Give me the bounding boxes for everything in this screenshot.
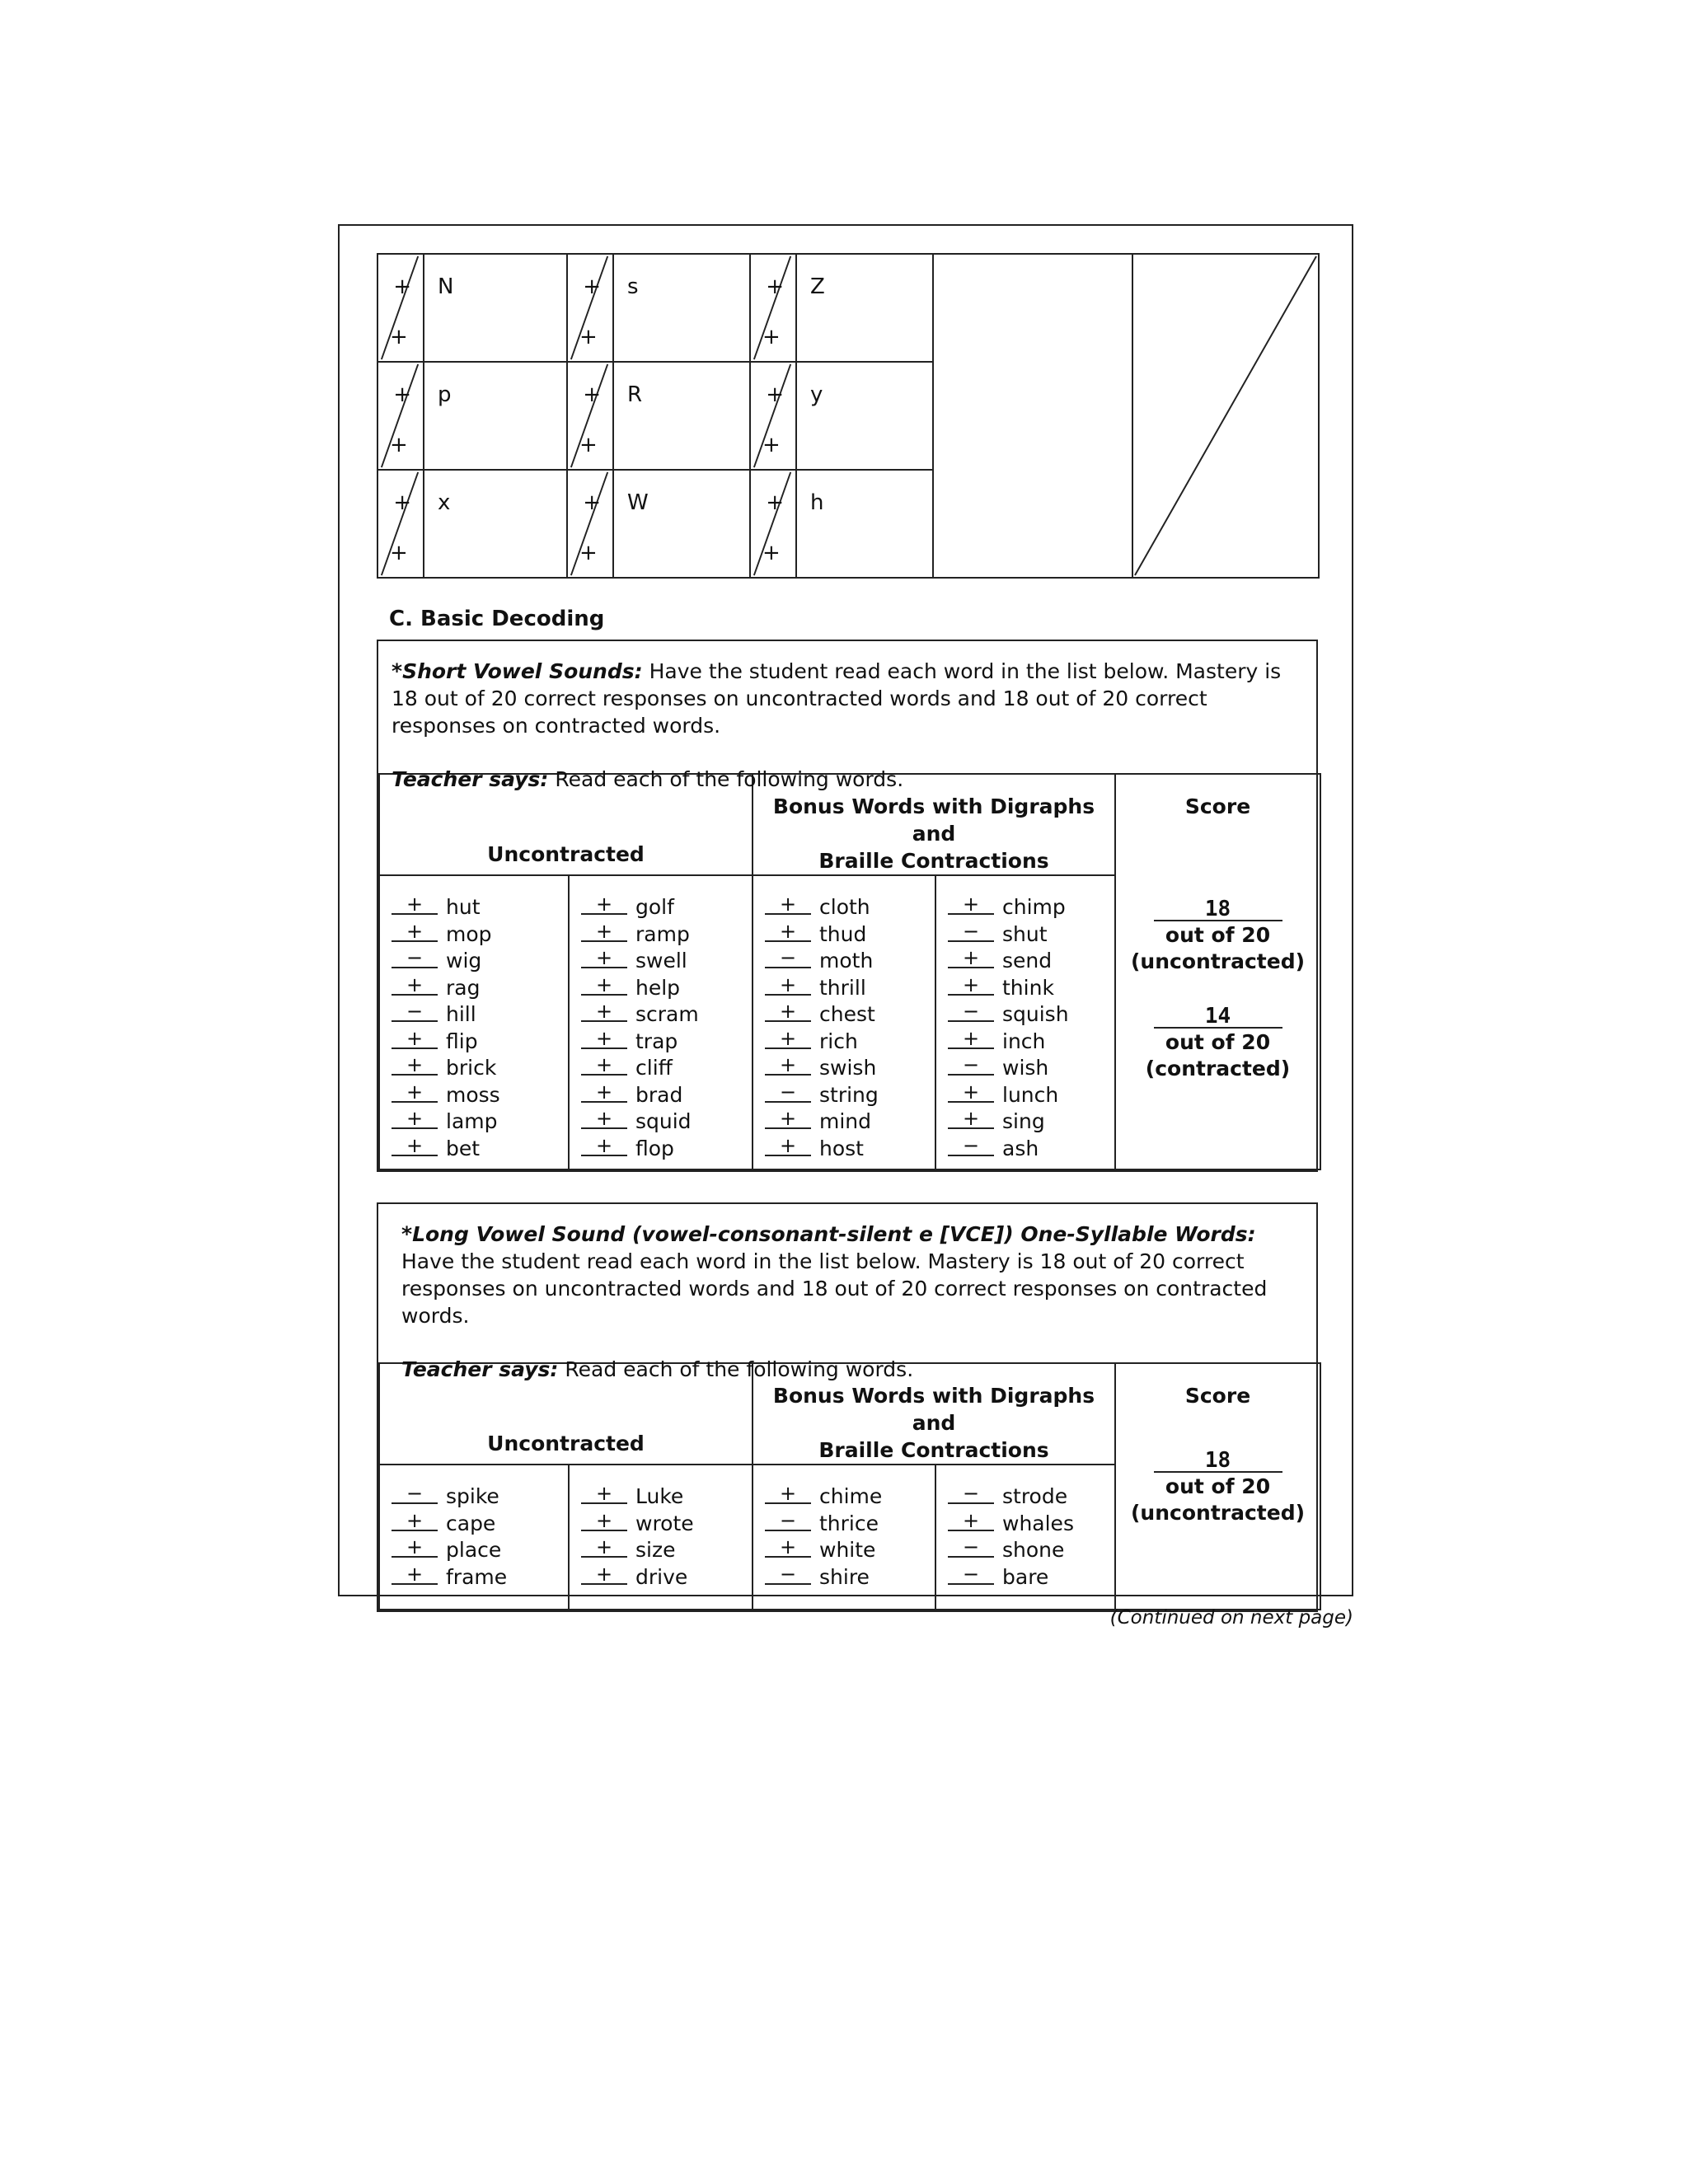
list-item bbox=[581, 921, 752, 949]
list-item bbox=[392, 1508, 568, 1538]
list-item bbox=[765, 948, 935, 975]
mark-top: + bbox=[583, 382, 601, 407]
list-item bbox=[392, 921, 568, 949]
response-mark: + bbox=[765, 1538, 811, 1558]
short-vowel-score bbox=[1116, 896, 1320, 1082]
word-column bbox=[753, 1465, 935, 1610]
grid-letter-cell bbox=[613, 254, 750, 362]
long-vowel-table bbox=[378, 1362, 1321, 1610]
word: cliff bbox=[635, 1056, 673, 1080]
list-item bbox=[392, 1082, 568, 1109]
response-mark: − bbox=[765, 1565, 811, 1585]
response-mark: + bbox=[948, 949, 994, 968]
list-item bbox=[581, 1082, 752, 1109]
list-item bbox=[581, 1055, 752, 1082]
word: hill bbox=[446, 1002, 476, 1026]
section-title: C. Basic Decoding bbox=[389, 607, 605, 631]
letter-grid bbox=[377, 253, 1320, 579]
response-mark: − bbox=[392, 1484, 438, 1504]
list-item bbox=[948, 1108, 1114, 1136]
response-mark: + bbox=[581, 1137, 627, 1156]
score-uncontracted-value: 18 bbox=[1154, 898, 1282, 921]
grid-mark-cell bbox=[567, 362, 613, 470]
response-mark: + bbox=[581, 1083, 627, 1103]
list-item bbox=[581, 1108, 752, 1136]
word: mind bbox=[819, 1109, 872, 1133]
word: size bbox=[635, 1538, 676, 1562]
response-mark: + bbox=[392, 1029, 438, 1049]
mark-bottom: + bbox=[579, 541, 598, 565]
word: golf bbox=[635, 895, 674, 919]
short-vowel-label: *Short Vowel Sounds: bbox=[392, 659, 643, 683]
word: mop bbox=[446, 921, 492, 946]
long-vowel-label: *Long Vowel Sound (vowel-consonant-silent e [VCE]) One-Syllable Words: bbox=[401, 1222, 1256, 1246]
word: wrote bbox=[635, 1511, 694, 1535]
grid-letter-cell bbox=[424, 470, 567, 578]
response-mark: + bbox=[765, 1056, 811, 1076]
list-item bbox=[392, 1026, 568, 1056]
list-item bbox=[765, 1055, 935, 1082]
word: chest bbox=[819, 1002, 875, 1026]
score-contracted-label: (contracted) bbox=[1145, 1057, 1291, 1080]
score-uncontracted-value: 18 bbox=[1154, 1450, 1282, 1473]
word: frame bbox=[446, 1564, 508, 1589]
word: spike bbox=[446, 1484, 499, 1508]
grid-letter: y bbox=[810, 382, 823, 407]
word: swell bbox=[635, 949, 687, 972]
response-mark: + bbox=[765, 895, 811, 915]
list-item bbox=[948, 1133, 1114, 1163]
word: scram bbox=[635, 1002, 699, 1026]
response-mark: + bbox=[948, 1083, 994, 1103]
mark-top: + bbox=[766, 382, 784, 407]
response-mark: + bbox=[581, 1565, 627, 1585]
word: cape bbox=[446, 1511, 496, 1535]
grid-letter: R bbox=[627, 382, 643, 407]
word-column bbox=[935, 1465, 1115, 1610]
word: thud bbox=[819, 921, 867, 946]
word: brad bbox=[635, 1082, 683, 1107]
word: ash bbox=[1002, 1136, 1039, 1160]
list-item bbox=[581, 1508, 752, 1538]
list-item bbox=[765, 1508, 935, 1538]
word: send bbox=[1002, 949, 1053, 972]
word: white bbox=[819, 1538, 876, 1562]
list-item bbox=[948, 1082, 1114, 1109]
word-column bbox=[753, 875, 935, 1169]
word: shut bbox=[1002, 921, 1048, 946]
response-mark: + bbox=[581, 1109, 627, 1129]
response-mark: + bbox=[392, 1083, 438, 1103]
list-item bbox=[948, 921, 1114, 949]
word: string bbox=[819, 1082, 879, 1107]
word: swish bbox=[819, 1056, 877, 1080]
mark-top: + bbox=[393, 274, 411, 299]
list-item bbox=[948, 1508, 1114, 1538]
response-mark: − bbox=[392, 949, 438, 968]
header-bonus: Bonus Words with Digraphs and Braille Contractions bbox=[753, 774, 1115, 875]
response-mark: + bbox=[948, 1511, 994, 1531]
list-item bbox=[948, 1026, 1114, 1056]
mark-top: + bbox=[393, 490, 411, 515]
mark-bottom: + bbox=[762, 433, 781, 457]
response-mark: − bbox=[948, 1002, 994, 1022]
grid-letter-cell bbox=[796, 470, 933, 578]
list-item bbox=[948, 972, 1114, 1002]
word-column bbox=[569, 875, 753, 1169]
mark-bottom: + bbox=[762, 541, 781, 565]
response-mark: + bbox=[581, 1511, 627, 1531]
grid-letter-cell bbox=[424, 362, 567, 470]
teacher-says-label: Teacher says: bbox=[401, 1357, 559, 1381]
response-mark: + bbox=[581, 895, 627, 915]
word: moss bbox=[446, 1082, 500, 1107]
list-item bbox=[765, 972, 935, 1002]
mark-top: + bbox=[766, 490, 784, 515]
mark-top: + bbox=[583, 490, 601, 515]
word: brick bbox=[446, 1056, 497, 1080]
short-vowel-table bbox=[378, 773, 1321, 1170]
response-mark: + bbox=[392, 895, 438, 915]
list-item bbox=[392, 1055, 568, 1082]
list-item bbox=[948, 1055, 1114, 1082]
mark-bottom: + bbox=[390, 325, 408, 349]
score-uncontracted-label: (uncontracted) bbox=[1131, 1501, 1306, 1525]
grid-mark-cell bbox=[750, 362, 796, 470]
word: host bbox=[819, 1136, 864, 1160]
word: chimp bbox=[1002, 895, 1066, 919]
continued-note: (Continued on next page) bbox=[1109, 1607, 1353, 1629]
response-mark: + bbox=[581, 1002, 627, 1022]
response-mark: − bbox=[948, 1056, 994, 1076]
list-item bbox=[948, 1564, 1114, 1591]
list-item bbox=[581, 1564, 752, 1591]
header-uncontracted: Uncontracted bbox=[379, 774, 753, 875]
teacher-says-text: Read each of the following words. bbox=[548, 767, 904, 791]
response-mark: − bbox=[948, 1565, 994, 1585]
grid-letter: W bbox=[627, 490, 649, 515]
header-score: Score 18 out of 20 (uncontracted) bbox=[1115, 1363, 1320, 1610]
word: rag bbox=[446, 975, 481, 1000]
list-item bbox=[392, 1537, 568, 1564]
response-mark: − bbox=[765, 1511, 811, 1531]
list-item bbox=[581, 1001, 752, 1029]
mark-bottom: + bbox=[579, 325, 598, 349]
word: shone bbox=[1002, 1538, 1065, 1562]
list-item bbox=[765, 1483, 935, 1511]
response-mark: + bbox=[948, 1109, 994, 1129]
grid-mark-cell bbox=[750, 470, 796, 578]
list-item bbox=[581, 894, 752, 921]
response-mark: − bbox=[948, 922, 994, 942]
score-contracted-value: 14 bbox=[1154, 1005, 1282, 1029]
grid-empty-cell bbox=[933, 254, 1132, 578]
word-column bbox=[379, 875, 569, 1169]
grid-letter: h bbox=[810, 490, 824, 515]
response-mark: + bbox=[581, 976, 627, 996]
teacher-says-label: Teacher says: bbox=[392, 767, 549, 791]
response-mark: + bbox=[581, 1484, 627, 1504]
response-mark: − bbox=[765, 949, 811, 968]
long-vowel-text: Have the student read each word in the list below. Mastery is 18 out of 20 correct responses on uncontracted words and 18 out of 20 correct responses on contracted words. bbox=[401, 1249, 1268, 1328]
response-mark: + bbox=[765, 1002, 811, 1022]
list-item bbox=[392, 1564, 568, 1591]
response-mark: + bbox=[581, 922, 627, 942]
word-column bbox=[379, 1465, 569, 1610]
response-mark: + bbox=[765, 1029, 811, 1049]
list-item bbox=[765, 1026, 935, 1056]
grid-mark-cell bbox=[377, 470, 424, 578]
mark-bottom: + bbox=[762, 325, 781, 349]
list-item bbox=[765, 1133, 935, 1163]
response-mark: + bbox=[581, 1056, 627, 1076]
short-vowel-instructions bbox=[378, 641, 1316, 791]
response-mark: + bbox=[765, 976, 811, 996]
mark-bottom: + bbox=[579, 433, 598, 457]
response-mark: − bbox=[948, 1137, 994, 1156]
response-mark: + bbox=[948, 895, 994, 915]
header-bonus: Bonus Words with Digraphs and Braille Contractions bbox=[753, 1363, 1115, 1465]
word: bet bbox=[446, 1136, 481, 1160]
response-mark: + bbox=[948, 1029, 994, 1049]
grid-letter-cell bbox=[613, 470, 750, 578]
grid-mark-cell bbox=[377, 362, 424, 470]
score-uncontracted-label: (uncontracted) bbox=[1131, 949, 1306, 973]
response-mark: + bbox=[392, 1511, 438, 1531]
grid-letter-cell bbox=[796, 254, 933, 362]
mark-bottom: + bbox=[390, 433, 408, 457]
word: flip bbox=[446, 1029, 478, 1053]
list-item bbox=[948, 1483, 1114, 1511]
word: help bbox=[635, 975, 681, 1000]
grid-letter: s bbox=[627, 274, 639, 299]
mark-top: + bbox=[766, 274, 784, 299]
grid-letter: x bbox=[438, 490, 451, 515]
response-mark: + bbox=[765, 1484, 811, 1504]
word: thrice bbox=[819, 1511, 879, 1535]
list-item bbox=[581, 972, 752, 1002]
list-item bbox=[392, 1133, 568, 1163]
short-vowel-block bbox=[377, 640, 1318, 1172]
response-mark: + bbox=[765, 922, 811, 942]
list-item bbox=[392, 1483, 568, 1511]
list-item bbox=[765, 1537, 935, 1564]
long-vowel-score bbox=[1116, 1447, 1320, 1526]
word: hut bbox=[446, 895, 481, 919]
word: drive bbox=[635, 1564, 688, 1589]
grid-letter: p bbox=[438, 382, 452, 407]
word: thrill bbox=[819, 975, 866, 1000]
list-item bbox=[765, 1564, 935, 1591]
word: lunch bbox=[1002, 1082, 1059, 1107]
response-mark: + bbox=[765, 1109, 811, 1129]
response-mark: + bbox=[392, 1137, 438, 1156]
list-item bbox=[581, 1026, 752, 1056]
response-mark: + bbox=[392, 976, 438, 996]
response-mark: + bbox=[948, 976, 994, 996]
word: think bbox=[1002, 975, 1054, 1000]
assessment-frame bbox=[338, 224, 1353, 1596]
grid-mark-cell bbox=[567, 254, 613, 362]
grid-letter-cell bbox=[796, 362, 933, 470]
response-mark: + bbox=[392, 1565, 438, 1585]
word: Luke bbox=[635, 1484, 684, 1508]
list-item bbox=[948, 948, 1114, 975]
word: strode bbox=[1002, 1484, 1068, 1508]
list-item bbox=[392, 972, 568, 1002]
word: wish bbox=[1002, 1056, 1049, 1080]
word: wig bbox=[446, 949, 482, 972]
list-item bbox=[581, 1133, 752, 1163]
short-vowel-text: Have the student read each word in the list below. Mastery is 18 out of 20 correct responses on uncontracted words and 18 out of 20 correct responses on contracted words. bbox=[392, 659, 1282, 738]
response-mark: − bbox=[948, 1538, 994, 1558]
list-item bbox=[765, 921, 935, 949]
word: bare bbox=[1002, 1564, 1049, 1589]
score-out-of: out of 20 bbox=[1165, 1474, 1271, 1498]
response-mark: + bbox=[581, 1538, 627, 1558]
header-uncontracted: Uncontracted bbox=[379, 1363, 753, 1465]
list-item bbox=[948, 1537, 1114, 1564]
grid-crossed-cell bbox=[1132, 254, 1319, 578]
mark-top: + bbox=[393, 382, 411, 407]
word: moth bbox=[819, 949, 874, 972]
list-item bbox=[581, 1537, 752, 1564]
long-vowel-block bbox=[377, 1202, 1318, 1612]
response-mark: + bbox=[392, 922, 438, 942]
mark-top: + bbox=[583, 274, 601, 299]
response-mark: − bbox=[392, 1002, 438, 1022]
grid-letter: N bbox=[438, 274, 454, 299]
list-item bbox=[948, 1001, 1114, 1029]
list-item bbox=[948, 894, 1114, 921]
response-mark: + bbox=[581, 1029, 627, 1049]
list-item bbox=[765, 1001, 935, 1029]
grid-mark-cell bbox=[567, 470, 613, 578]
response-mark: + bbox=[392, 1109, 438, 1129]
long-vowel-instructions bbox=[378, 1204, 1316, 1381]
word: ramp bbox=[635, 921, 690, 946]
word: flop bbox=[635, 1136, 674, 1160]
teacher-says-text: Read each of the following words. bbox=[558, 1357, 914, 1381]
word: rich bbox=[819, 1029, 858, 1053]
score-out-of: out of 20 bbox=[1165, 923, 1271, 947]
word-column bbox=[935, 875, 1115, 1169]
grid-mark-cell bbox=[750, 254, 796, 362]
word: trap bbox=[635, 1029, 678, 1053]
response-mark: + bbox=[765, 1137, 811, 1156]
list-item bbox=[392, 1001, 568, 1029]
list-item bbox=[392, 1108, 568, 1136]
word: inch bbox=[1002, 1029, 1046, 1053]
word: sing bbox=[1002, 1109, 1045, 1133]
response-mark: − bbox=[948, 1484, 994, 1504]
mark-bottom: + bbox=[390, 541, 408, 565]
response-mark: + bbox=[392, 1538, 438, 1558]
word: place bbox=[446, 1538, 502, 1562]
list-item bbox=[392, 894, 568, 921]
score-out-of: out of 20 bbox=[1165, 1030, 1271, 1054]
list-item bbox=[765, 894, 935, 921]
grid-mark-cell bbox=[377, 254, 424, 362]
response-mark: − bbox=[765, 1083, 811, 1103]
word: whales bbox=[1002, 1511, 1074, 1535]
word: squid bbox=[635, 1109, 692, 1133]
response-mark: + bbox=[581, 949, 627, 968]
list-item bbox=[765, 1082, 935, 1109]
word: squish bbox=[1002, 1002, 1069, 1026]
header-score: Score 18 out of 20 (uncontracted) 14 out of 20 (contracted) bbox=[1115, 774, 1320, 1169]
word: shire bbox=[819, 1564, 870, 1589]
list-item bbox=[392, 948, 568, 975]
grid-letter-cell bbox=[424, 254, 567, 362]
grid-letter-cell bbox=[613, 362, 750, 470]
response-mark: + bbox=[392, 1056, 438, 1076]
word: chime bbox=[819, 1484, 883, 1508]
word-column bbox=[569, 1465, 753, 1610]
list-item bbox=[765, 1108, 935, 1136]
list-item bbox=[581, 1483, 752, 1511]
list-item bbox=[581, 948, 752, 975]
grid-letter: Z bbox=[810, 274, 825, 299]
word: lamp bbox=[446, 1109, 498, 1133]
word: cloth bbox=[819, 895, 870, 919]
